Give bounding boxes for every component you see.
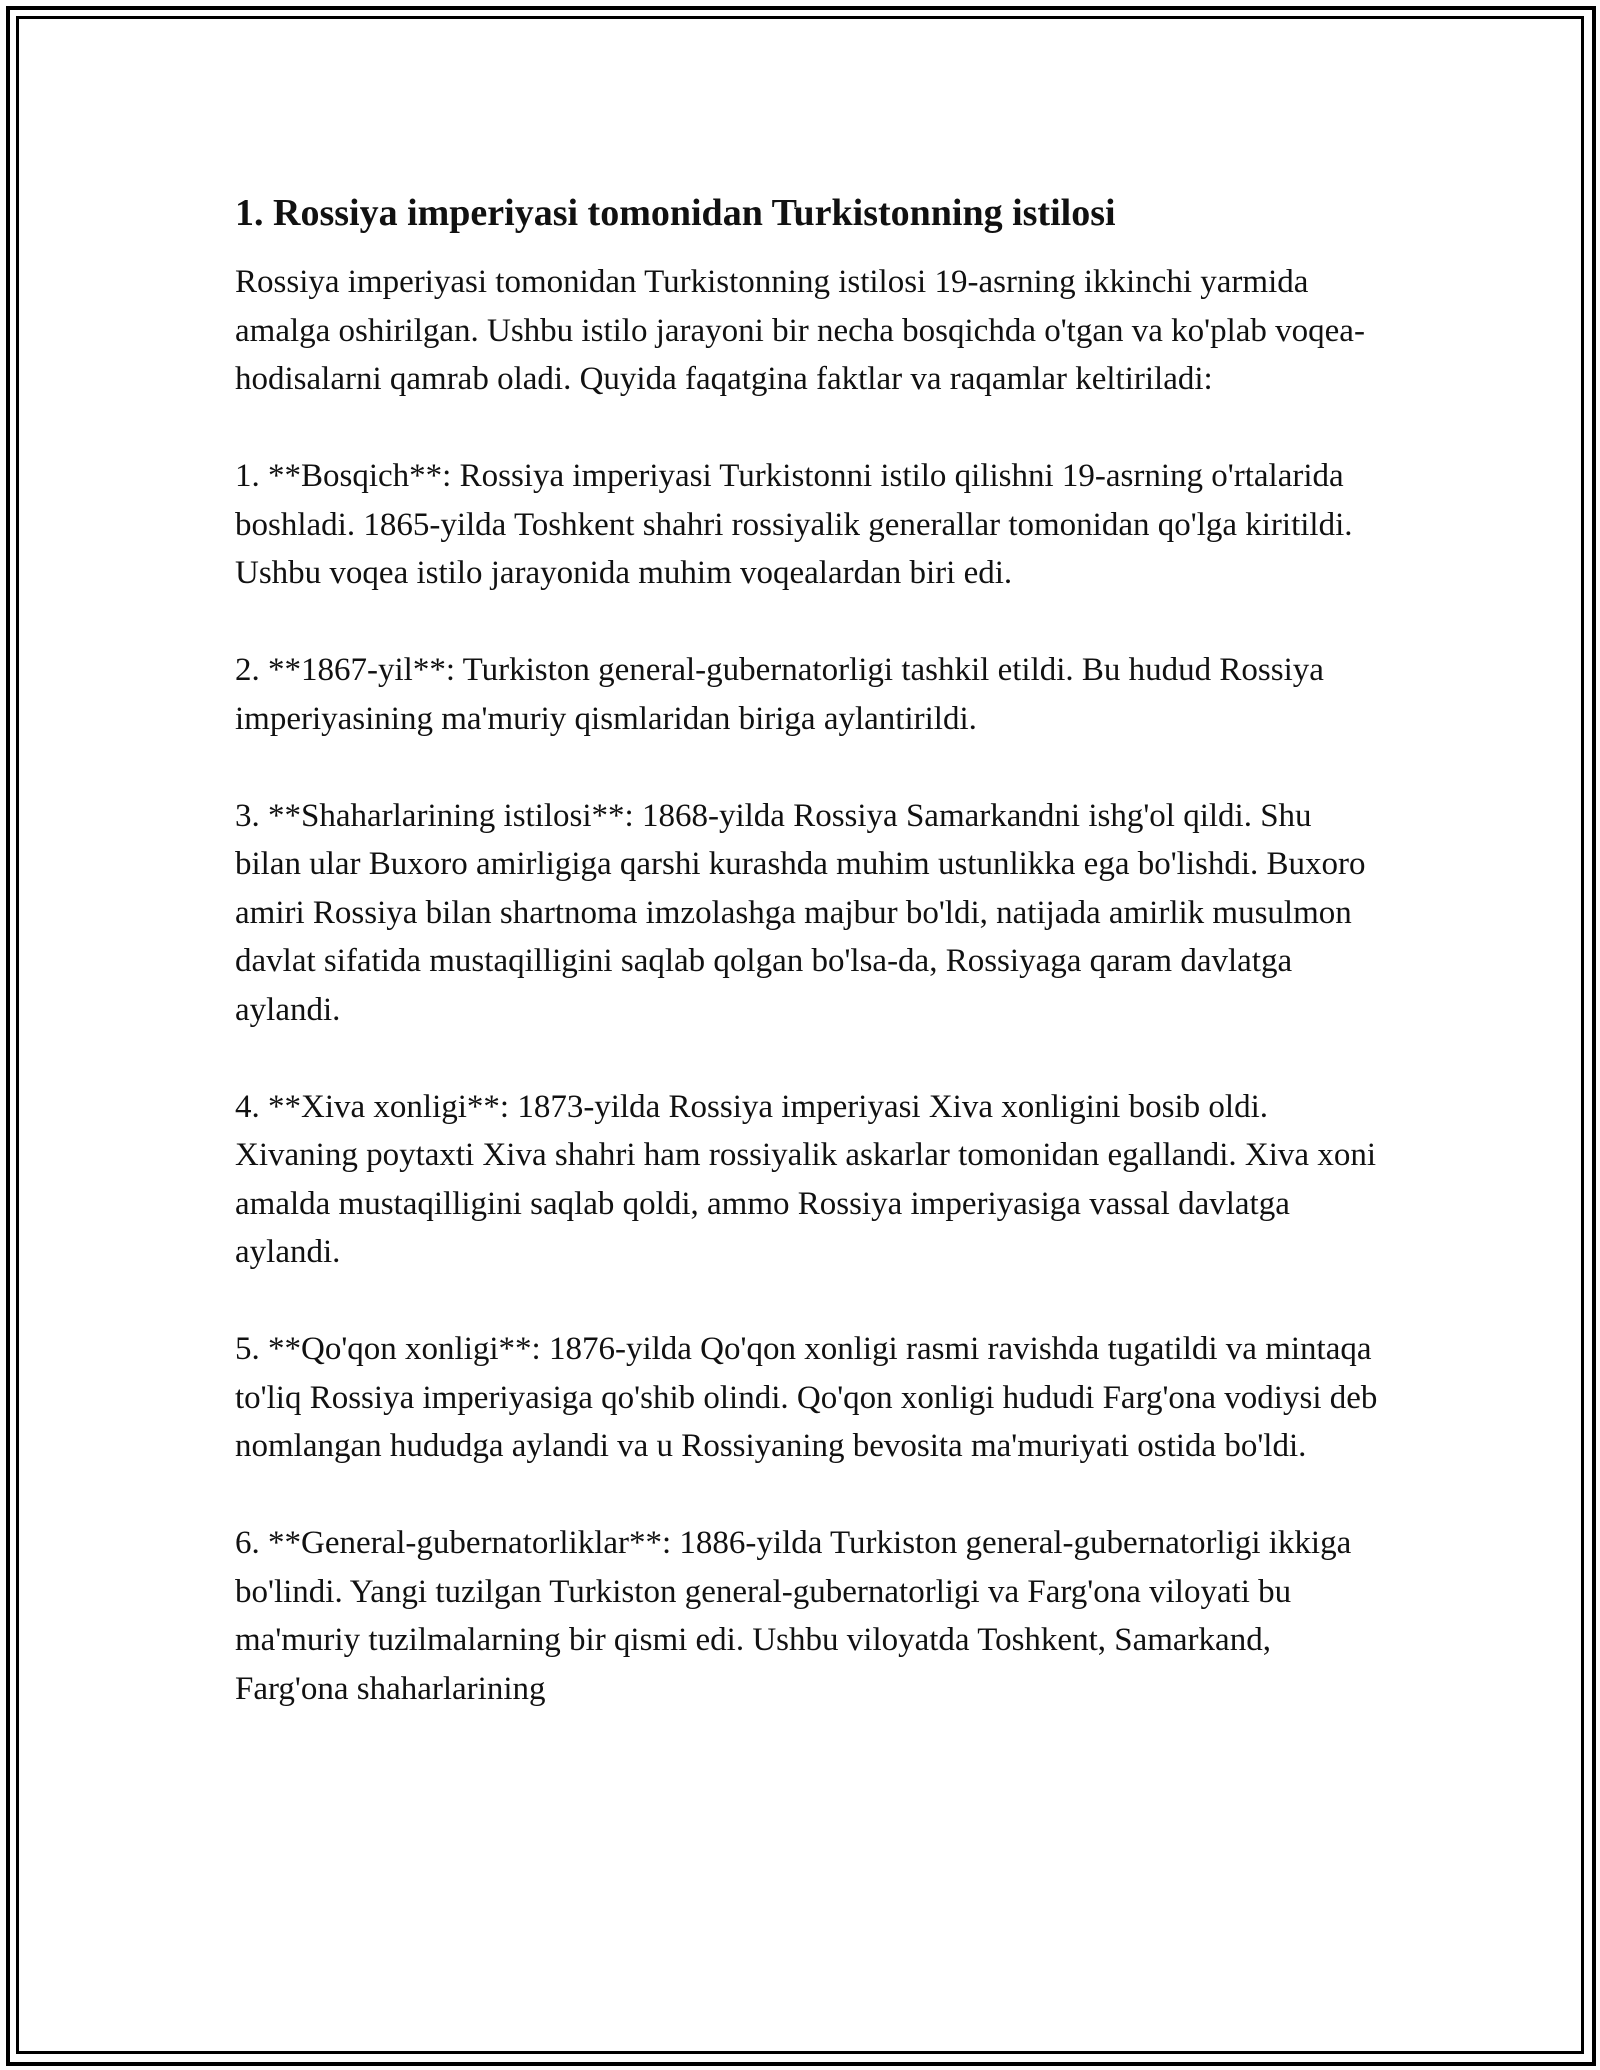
list-item-paragraph: 1. **Bosqich**: Rossiya imperiyasi Turkistonni istilo qilishni 19-asrning o'rtalarida boshladi. 1865-yilda Toshkent shahri rossiyalik generallar tomonidan qo'lga kiritildi. Ushbu voqea istilo jarayonida muhim voqealardan biri edi. — [235, 458, 1353, 591]
list-item-paragraph: 3. **Shaharlarining istilosi**: 1868-yilda Rossiya Samarkandni ishg'ol qildi. Shu bilan ular Buxoro amirligiga qarshi kurashda muhim ustunlikka ega bo'lishdi. Buxoro amiri Rossiya bilan shartnoma imzolashga majbur bo'ldi, natijada amirlik musulmon davlat sifatida mustaqilligini saqlab qolgan bo'lsa-da, Rossiyaga qaram davlatga aylandi. — [235, 797, 1366, 1028]
list-item-paragraph: 6. **General-gubernatorliklar**: 1886-yilda Turkiston general-gubernatorligi ikkiga bo'lindi. Yangi tuzilgan Turkiston general-gubernatorligi va Farg'ona viloyati bu ma'muriy tuzilmalarning bir qismi edi. Ushbu viloyatda Toshkent, Samarkand, Farg'ona shaharlarining — [235, 1525, 1352, 1707]
list-item-paragraph: 2. **1867-yil**: Turkiston general-gubernatorligi tashkil etildi. Bu hudud Rossiya imperiyasining ma'muriy qismlaridan biriga aylantirildi. — [235, 652, 1324, 737]
intro-paragraph: Rossiya imperiyasi tomonidan Turkistonning istilosi 19-asrning ikkinchi yarmida amalga oshirilgan. Ushbu istilo jarayoni bir necha bosqichda o'tgan va ko'plab voqea-hodisalarni qamrab oladi. Quyida faqatgina faktlar va raqamlar keltiriladi: — [235, 264, 1365, 397]
document-body — [235, 188, 1385, 1713]
list-item-paragraph: 5. **Qo'qon xonligi**: 1876-yilda Qo'qon xonligi rasmi ravishda tugatildi va mintaqa to'liq Rossiya imperiyasiga qo'shib olindi. Qo'qon xonligi hududi Farg'ona vodiysi deb nomlangan hududga aylandi va u Rossiyaning bevosita ma'muriyati ostida bo'ldi. — [235, 1331, 1378, 1464]
list-item-paragraph: 4. **Xiva xonligi**: 1873-yilda Rossiya imperiyasi Xiva xonligini bosib oldi. Xivaning poytaxti Xiva shahri ham rossiyalik askarlar tomonidan egallandi. Xiva xoni amalda mustaqilligini saqlab qoldi, ammo Rossiya imperiyasiga vassal davlatga aylandi. — [235, 1088, 1376, 1270]
document-title: 1. Rossiya imperiyasi tomonidan Turkistonning istilosi — [235, 192, 1116, 234]
